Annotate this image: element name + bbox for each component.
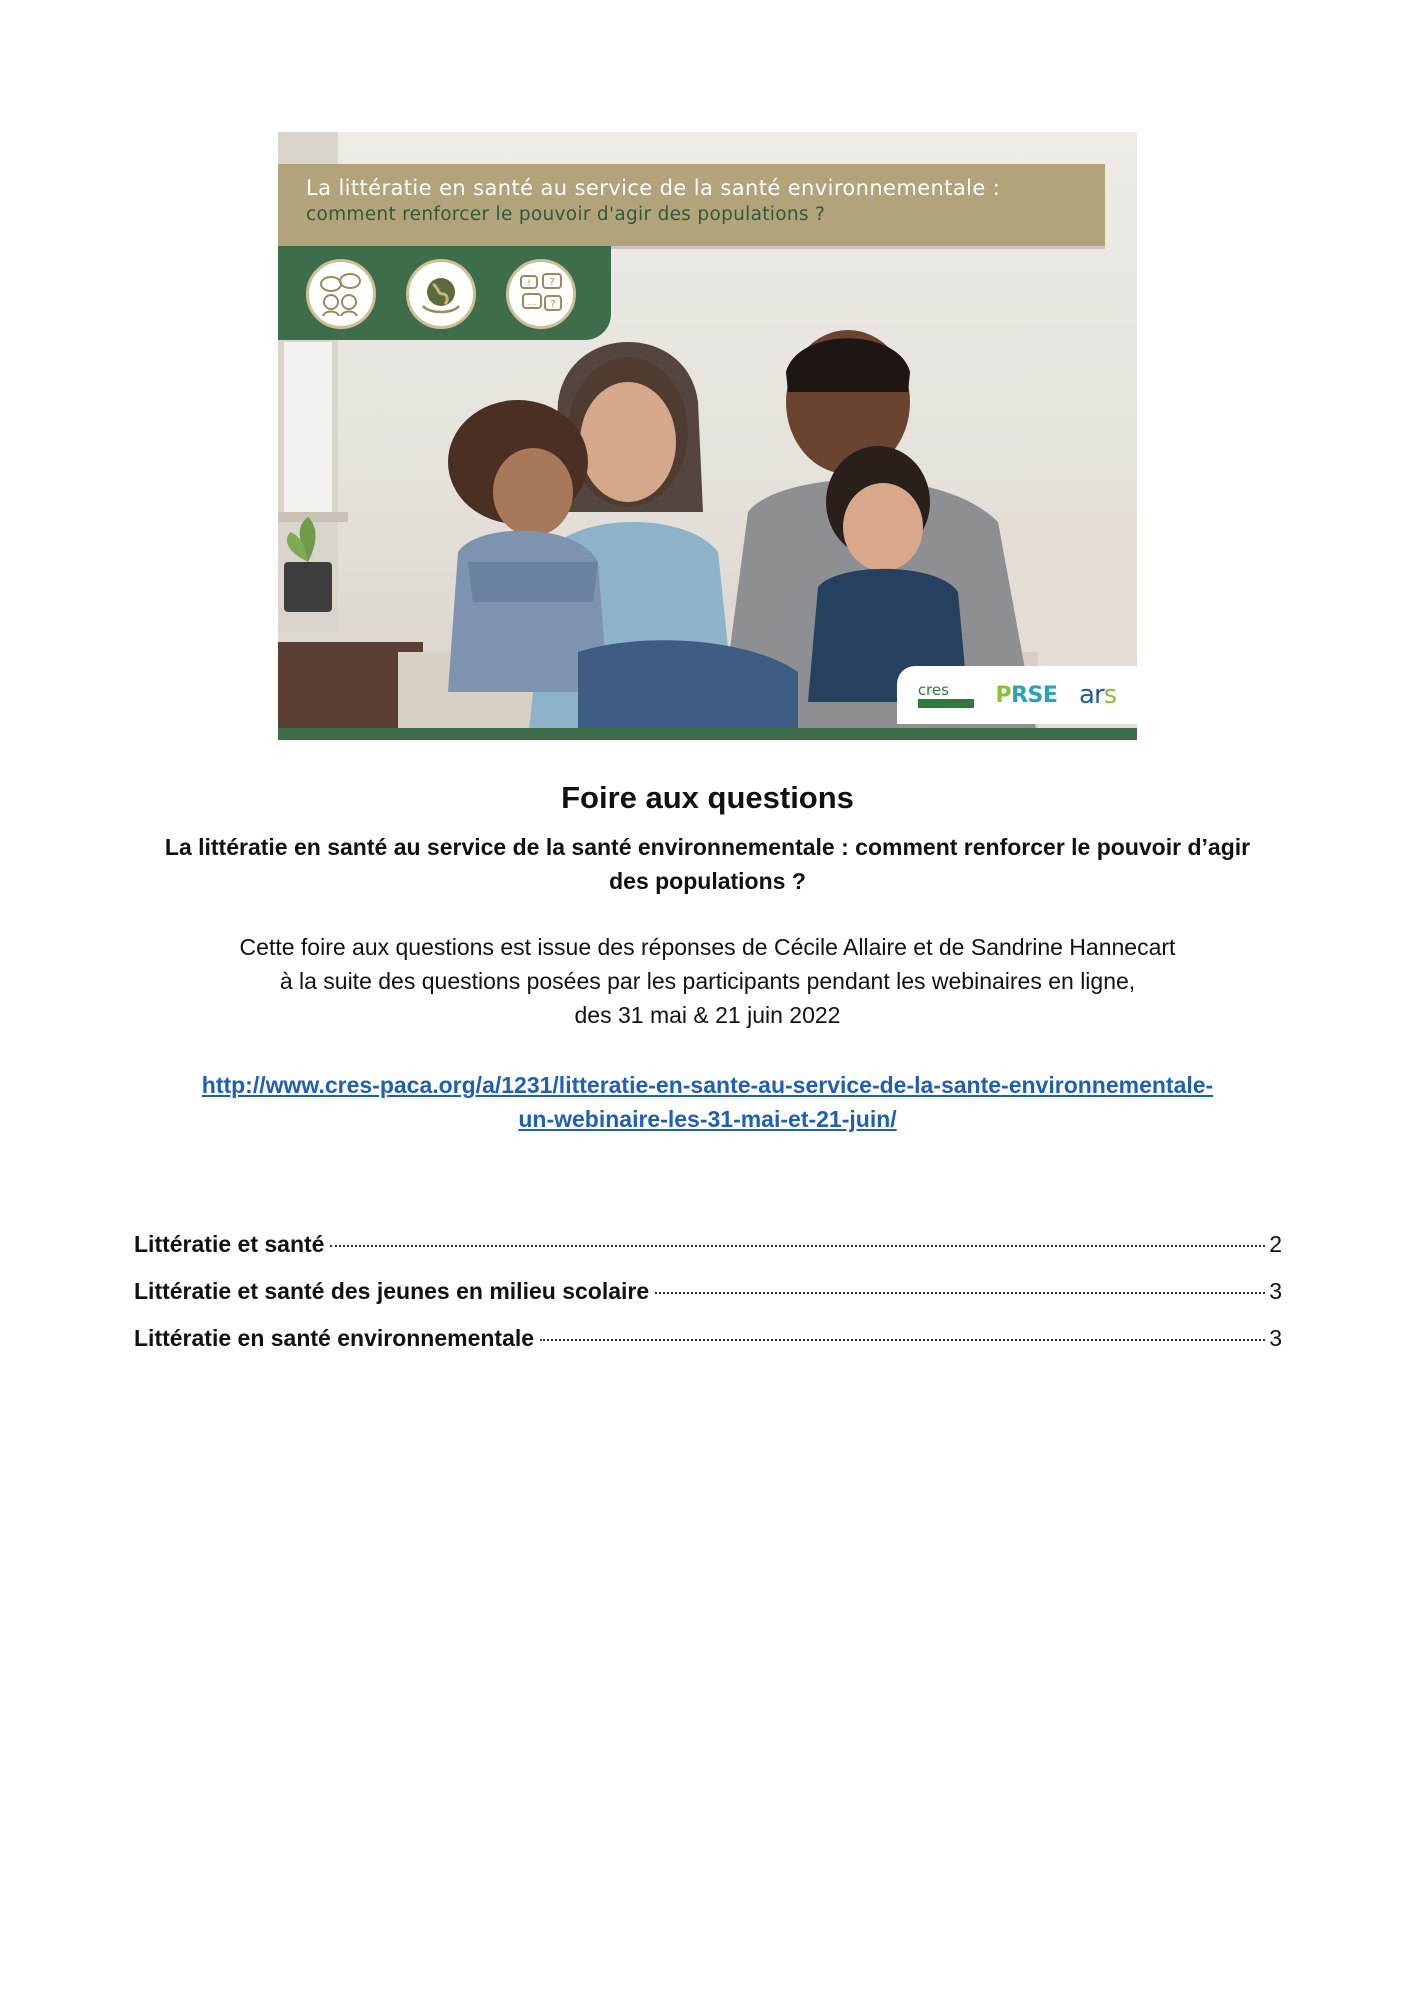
partner-logos <box>897 666 1137 724</box>
toc-entry[interactable] <box>134 1325 1282 1372</box>
banner-title: La littératie en santé au service de la santé environnementale : <box>306 176 1001 200</box>
webinar-link-line[interactable]: un-webinaire-les-31-mai-et-21-juin/ <box>518 1106 897 1132</box>
toc-leader-dots <box>330 1245 1265 1247</box>
toc-entry-page[interactable]: 2 <box>1269 1231 1282 1257</box>
svg-text:…: … <box>527 298 537 308</box>
speech-bubbles-people-icon <box>306 259 376 329</box>
globe-hands-icon <box>406 259 476 329</box>
toc-entry-page[interactable]: 3 <box>1269 1278 1282 1304</box>
page-title: Foire aux questions <box>561 780 854 815</box>
ars-logo: ars <box>1079 680 1117 710</box>
svg-text:?: ? <box>549 277 555 288</box>
toc-leader-dots <box>540 1339 1265 1341</box>
banner-image <box>278 132 1137 740</box>
toc-entry[interactable] <box>134 1231 1282 1278</box>
question-bubbles-icon <box>506 259 576 329</box>
banner-subtitle: comment renforcer le pouvoir d'agir des populations ? <box>306 204 826 225</box>
banner-title-band <box>278 164 1105 246</box>
svg-text:?: ? <box>550 299 556 310</box>
intro-line: Cette foire aux questions est issue des réponses de Cécile Allaire et de Sandrine Hannecart <box>239 934 1176 960</box>
document-subtitle: La littératie en santé au service de la santé environnementale : comment renforcer le pouvoir d’agir des populations ? <box>164 834 1251 894</box>
webinar-link[interactable] <box>120 1068 1295 1136</box>
intro-paragraph <box>150 930 1265 1032</box>
webinar-link-line[interactable]: http://www.cres-paca.org/a/1231/litteratie-en-sante-au-service-de-la-sante-environnementale- <box>201 1072 1214 1098</box>
toc-entry-title[interactable]: Littératie et santé <box>134 1231 325 1257</box>
banner-bottom-stripe <box>278 728 1137 740</box>
toc-entry-title[interactable]: Littératie et santé des jeunes en milieu scolaire <box>134 1278 650 1304</box>
toc-leader-dots <box>655 1292 1265 1294</box>
toc-entry-title[interactable]: Littératie en santé environnementale <box>134 1325 535 1351</box>
banner-icon-band <box>278 246 611 340</box>
table-of-contents <box>134 1231 1282 1372</box>
prse-logo: PRSE <box>995 682 1058 708</box>
toc-entry-page[interactable]: 3 <box>1269 1325 1282 1351</box>
cres-logo: cres <box>918 683 974 708</box>
svg-text:!: ! <box>527 279 531 289</box>
intro-line: à la suite des questions posées par les participants pendant les webinaires en ligne, <box>279 968 1136 994</box>
intro-line: des 31 mai & 21 juin 2022 <box>574 1002 841 1028</box>
toc-entry[interactable] <box>134 1278 1282 1325</box>
